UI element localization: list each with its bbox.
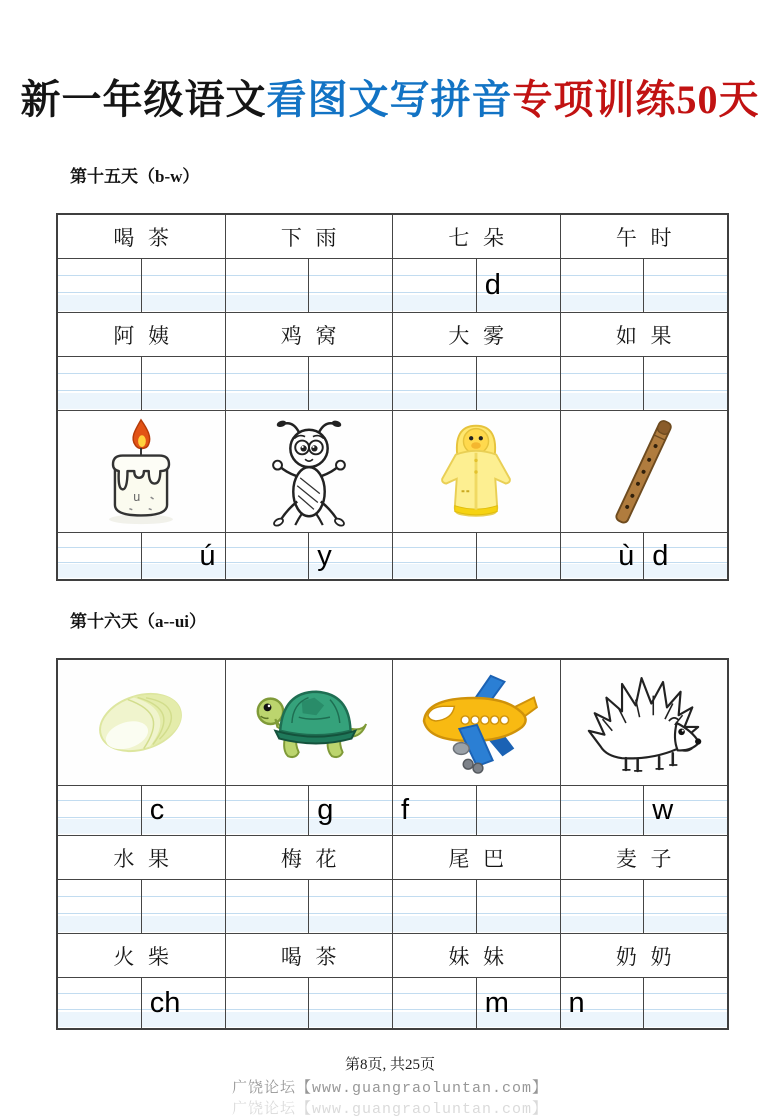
word-label: 奶奶	[615, 944, 686, 969]
pinyin-cell	[226, 357, 394, 410]
watermark-faint: 广饶论坛【www.guangraoluntan.com】	[231, 1101, 549, 1118]
word-row	[58, 934, 727, 978]
pinyin-row	[58, 978, 727, 1028]
pinyin-box	[561, 786, 645, 835]
pinyin-row	[58, 786, 727, 836]
pinyin-box	[644, 786, 727, 835]
pinyin-answer: ch	[149, 986, 181, 1019]
word-cell	[393, 313, 561, 356]
pinyin-answer: g	[317, 794, 334, 826]
pinyin-cell	[58, 880, 226, 933]
pinyin-cell	[393, 357, 561, 410]
word-label: 鸡窝	[280, 323, 351, 348]
pinyin-box	[226, 357, 310, 410]
word-label: 妹妹	[448, 944, 518, 969]
pinyin-box	[142, 259, 225, 312]
image-cell	[58, 660, 226, 785]
pinyin-row	[58, 533, 727, 579]
svg-text:u: u	[133, 489, 141, 504]
pinyin-box	[226, 786, 310, 835]
page-title	[0, 68, 780, 125]
pinyin-cell	[58, 357, 226, 410]
word-label: 尾巴	[448, 846, 518, 871]
title-part-black: 新一年级语文	[20, 77, 267, 122]
pinyin-box	[644, 978, 727, 1028]
pinyin-box	[644, 533, 727, 579]
pinyin-answer: d	[484, 269, 501, 301]
pinyin-box	[226, 978, 310, 1028]
pinyin-row	[58, 259, 727, 313]
pinyin-box	[142, 880, 225, 933]
day16-table	[56, 658, 729, 1030]
pinyin-row	[58, 357, 727, 411]
pinyin-box	[309, 357, 392, 410]
pinyin-box	[393, 533, 477, 579]
pinyin-box	[561, 978, 645, 1028]
pinyin-box	[477, 533, 560, 579]
word-cell	[561, 313, 728, 356]
candle-image	[91, 416, 191, 528]
pinyin-box	[561, 533, 645, 579]
pinyin-box	[393, 786, 477, 835]
pinyin-box	[58, 880, 142, 933]
pinyin-cell	[561, 786, 728, 835]
word-cell	[58, 836, 226, 879]
pinyin-cell	[561, 357, 728, 410]
word-cell	[58, 215, 226, 258]
pinyin-box	[309, 786, 392, 835]
flute-image	[592, 415, 696, 529]
pinyin-cell	[58, 259, 226, 312]
pinyin-box	[58, 259, 142, 312]
pinyin-answer: d	[652, 539, 669, 572]
pinyin-box	[309, 259, 392, 312]
pinyin-answer: ù	[618, 539, 635, 572]
pinyin-box	[142, 357, 225, 410]
word-cell	[58, 313, 226, 356]
word-cell	[393, 215, 561, 258]
pinyin-answer: c	[149, 794, 165, 826]
pinyin-answer: f	[401, 794, 410, 826]
section-heading-day15: 第十五天（b-w）	[70, 167, 200, 186]
pinyin-cell	[226, 259, 394, 312]
cabbage-image	[84, 671, 198, 775]
word-row	[58, 215, 727, 259]
image-cell	[226, 660, 394, 785]
pinyin-box	[393, 357, 477, 410]
day15-table	[56, 213, 729, 581]
pinyin-box	[644, 357, 727, 410]
pinyin-cell	[226, 533, 394, 579]
pinyin-box	[477, 880, 560, 933]
pinyin-cell	[226, 978, 394, 1028]
pinyin-cell	[226, 880, 394, 933]
word-label: 麦子	[615, 846, 686, 871]
raincoat-image	[423, 417, 529, 527]
pinyin-cell	[393, 880, 561, 933]
pinyin-cell	[561, 978, 728, 1028]
pinyin-answer: n	[568, 986, 585, 1019]
pinyin-cell	[561, 533, 728, 579]
pinyin-box	[142, 978, 225, 1028]
word-cell	[226, 836, 394, 879]
pinyin-box	[58, 978, 142, 1028]
word-cell	[561, 836, 728, 879]
airplane-image	[412, 670, 540, 776]
pinyin-box	[561, 880, 645, 933]
pinyin-cell	[58, 533, 226, 579]
word-label: 七朵	[448, 225, 518, 250]
word-label: 下雨	[280, 225, 351, 250]
pinyin-answer: m	[484, 986, 509, 1019]
word-cell	[226, 215, 394, 258]
word-row	[58, 836, 727, 880]
word-label: 水果	[113, 846, 183, 871]
word-label: 梅花	[280, 846, 351, 871]
pinyin-cell	[393, 259, 561, 312]
pinyin-box	[561, 259, 645, 312]
page-number: 第8页, 共25页	[344, 1057, 435, 1073]
image-cell	[226, 411, 394, 532]
image-cell	[58, 411, 226, 532]
pinyin-box	[58, 786, 142, 835]
pinyin-cell	[561, 259, 728, 312]
word-cell	[226, 313, 394, 356]
title-part-blue: 看图文写拼音	[266, 77, 513, 122]
word-cell	[393, 836, 561, 879]
image-cell	[561, 660, 728, 785]
pinyin-cell	[393, 533, 561, 579]
pinyin-row	[58, 880, 727, 934]
pinyin-cell	[393, 978, 561, 1028]
word-label: 如果	[615, 323, 686, 348]
word-cell	[561, 934, 728, 977]
pinyin-box	[393, 259, 477, 312]
pinyin-box	[58, 357, 142, 410]
hedgehog-image	[583, 670, 705, 776]
pinyin-cell	[226, 786, 394, 835]
pinyin-box	[226, 533, 310, 579]
pinyin-cell	[58, 786, 226, 835]
pinyin-cell	[393, 786, 561, 835]
word-label: 喝茶	[280, 944, 351, 969]
word-label: 午时	[615, 225, 686, 250]
turtle-image	[248, 673, 370, 773]
pinyin-box	[477, 259, 560, 312]
pinyin-answer: y	[317, 539, 332, 572]
word-label: 火柴	[113, 944, 183, 969]
word-cell	[561, 215, 728, 258]
pinyin-cell	[58, 978, 226, 1028]
word-cell	[58, 934, 226, 977]
pinyin-box	[309, 533, 392, 579]
pinyin-box	[142, 533, 225, 579]
pinyin-box	[309, 880, 392, 933]
pinyin-box	[142, 786, 225, 835]
word-row	[58, 313, 727, 357]
image-cell	[393, 411, 561, 532]
image-cell	[561, 411, 728, 532]
watermark: 广饶论坛【www.guangraoluntan.com】	[231, 1080, 549, 1097]
word-cell	[226, 934, 394, 977]
word-label: 阿姨	[113, 323, 183, 348]
pinyin-cell	[561, 880, 728, 933]
title-part-red: 专项训练50天	[512, 77, 760, 122]
pinyin-box	[393, 978, 477, 1028]
pinyin-box	[644, 259, 727, 312]
pinyin-box	[58, 533, 142, 579]
pinyin-box	[477, 786, 560, 835]
section-heading-day16: 第十六天（a--ui）	[70, 612, 206, 631]
ant-image	[259, 415, 359, 529]
pinyin-box	[393, 880, 477, 933]
pinyin-box	[477, 978, 560, 1028]
pinyin-box	[561, 357, 645, 410]
word-label: 喝茶	[113, 225, 183, 250]
pinyin-box	[309, 978, 392, 1028]
image-row	[58, 660, 727, 786]
image-cell	[393, 660, 561, 785]
pinyin-box	[226, 880, 310, 933]
pinyin-box	[226, 259, 310, 312]
pinyin-box	[477, 357, 560, 410]
pinyin-box	[644, 880, 727, 933]
image-row	[58, 411, 727, 533]
pinyin-answer: w	[652, 794, 674, 826]
word-label: 大雾	[448, 323, 518, 348]
word-cell	[393, 934, 561, 977]
pinyin-answer: ú	[199, 539, 216, 572]
